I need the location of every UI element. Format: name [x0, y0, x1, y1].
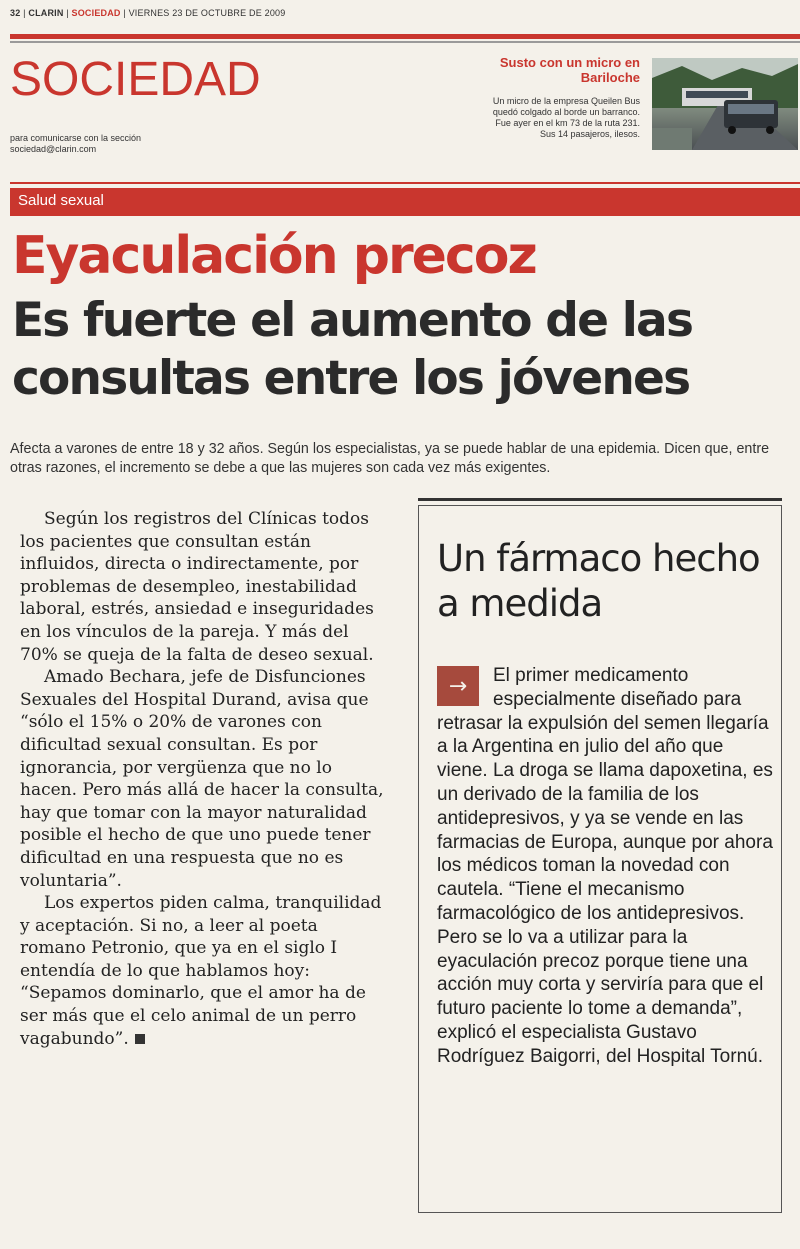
contact-text: para comunicarse con la sección	[10, 133, 142, 143]
teaser-title[interactable]: Susto con un micro en Bariloche	[499, 55, 640, 85]
folio-paper-name: CLARIN	[28, 8, 64, 18]
folio-separator: |	[23, 8, 29, 18]
folio-section: SOCIEDAD	[71, 8, 121, 18]
sidebar-text-content: El primer medicamento especialmente diseñado para retrasar la expulsión del semen llegaría a la Argentina en julio del año que viene. La droga se llama dapoxetina, es un derivado de la familia de los antidepresivos, y ya se vende en las farmacias de Europa, aunque por ahora los médicos toman la novedad con cautela. “Tiene el mecanismo farmacológico de los antidepresivos. Pero se lo va a utilizar para la eyaculación precoz porque tiene una acción muy corta y serviría para que el futuro paciente lo tome a demanda”, explicó el especialista Gustavo Rodríguez Baigorri, del Hospital Tornú.	[437, 665, 773, 1067]
body-paragraph-text: Los expertos piden calma, tranquilidad y aceptación. Si no, a leer al poeta romano Petronio, que ya en el siglo I entendía de lo que hablamos hoy: “Sepamos dominarlo, que el amor ha de ser más que el celo animal de un perro vagabundo”.	[20, 893, 382, 1049]
body-paragraph: Según los registros del Clínicas todos los pacientes que consultan están influidos, directa o indirectamente, por problemas de desempleo, inestabilidad laboral, estrés, ansiedad e inseguridades en los vínculos de la pareja. Y más del 70% se queja de la falta de deseo sexual.	[20, 509, 374, 665]
section-contact	[10, 133, 141, 155]
kicker-top-rule	[10, 182, 800, 184]
kicker-band	[10, 188, 800, 216]
sidebar-text	[437, 664, 775, 1069]
sidebar-title: Un fármaco hecho a medida	[437, 537, 760, 625]
headline: Es fuerte el aumento de las consultas entre los jóvenes	[12, 293, 693, 406]
teaser-text: Un micro de la empresa Queilen Bus quedó colgado al borde un barranco. Fue ayer en el km 73 de la ruta 231. Sus 14 pasajeros, ilesos.	[492, 96, 640, 139]
arrow-right-icon: →	[437, 666, 479, 706]
body-paragraph: Amado Bechara, jefe de Disfunciones Sexuales del Hospital Durand, avisa que “sólo el 15% o 20% de varones con dificultad sexual consultan. Es por ignorancia, por vergüenza que no lo hacen. Pero más allá de hacer la consulta, hay que tomar con la mayor naturalidad posible el hecho de que uno puede tener dificultad en una respuesta que no es voluntaria”.	[20, 667, 384, 891]
folio-separator: |	[66, 8, 72, 18]
folio-page-number: 32	[10, 8, 21, 18]
deck: Afecta a varones de entre 18 y 32 años. Según los especialistas, ya se puede hablar de una epidemia. Dicen que, entre otras razones, el incremento se debe a que las mujeres son cada vez más exigentes.	[10, 441, 770, 476]
sidebar-top-rule	[418, 498, 782, 501]
article-body	[20, 508, 388, 1050]
bus-photo-illustration	[652, 58, 798, 150]
body-paragraph	[20, 892, 388, 1050]
folio-date: VIERNES 23 DE OCTUBRE DE 2009	[128, 8, 286, 18]
teaser-photo[interactable]	[652, 58, 798, 150]
section-title: SOCIEDAD	[10, 53, 261, 106]
icon-spacer	[437, 664, 493, 710]
top-red-rule	[10, 34, 800, 39]
folio-separator: |	[123, 8, 129, 18]
end-of-article-icon	[135, 1034, 145, 1044]
contact-email-link[interactable]: sociedad@clarin.com	[10, 144, 97, 154]
top-gray-rule	[10, 41, 800, 43]
folio-line	[10, 8, 790, 18]
kicker-label: Salud sexual	[18, 192, 104, 209]
sidebar-box	[418, 505, 782, 1213]
headline-topic: Eyaculación precoz	[12, 226, 536, 286]
